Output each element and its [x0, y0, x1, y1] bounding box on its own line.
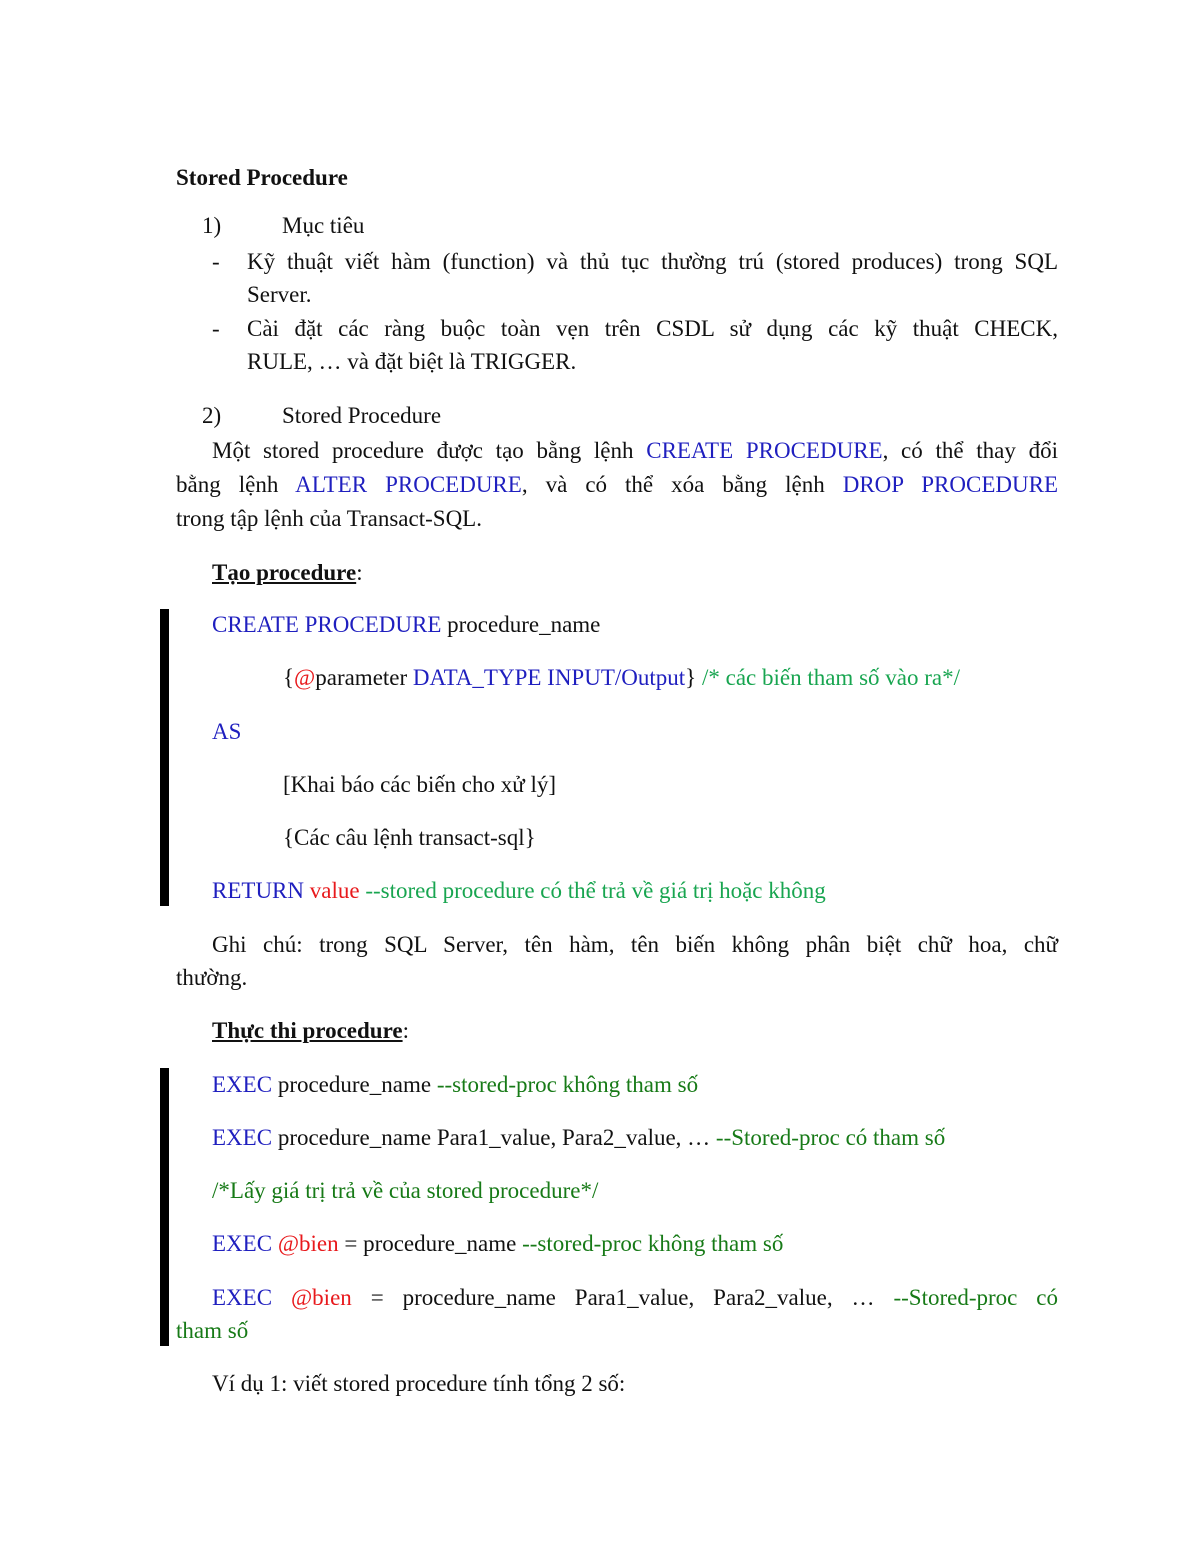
note-line-2: thường. — [176, 965, 248, 990]
code-comment: /* các biến tham số vào ra*/ — [696, 665, 960, 690]
section-2-heading: Stored Procedure — [282, 403, 442, 428]
code-text: } — [685, 665, 697, 690]
intro-text: , có thể thay đổi — [882, 438, 1058, 463]
section-1-heading: Mục tiêu — [282, 213, 365, 238]
exec-code-line-1 — [212, 1069, 698, 1101]
code-text: = procedure_name — [338, 1231, 523, 1256]
intro-paragraph-line-3: trong tập lệnh của Transact-SQL. — [176, 506, 482, 531]
section-2-number: 2) — [202, 403, 222, 428]
code-comment: --Stored-proc có tham số — [715, 1125, 946, 1150]
intro-text: , và có thể xóa bằng lệnh — [521, 472, 843, 497]
note-line-1: Ghi chú: trong SQL Server, tên hàm, tên biến không phân biệt chữ hoa, chữ — [212, 932, 1058, 957]
variable-bien: @bien — [272, 1285, 352, 1310]
exec-code-line-5 — [212, 1282, 1058, 1314]
intro-paragraph-line-2 — [176, 469, 1058, 501]
code-text: = procedure_name Para1_value, Para2_value, … — [351, 1285, 894, 1310]
colon: : — [402, 1018, 409, 1043]
code-text: procedure_name — [441, 612, 601, 637]
keyword-exec: EXEC — [212, 1285, 273, 1310]
bullet-dash: - — [212, 316, 220, 341]
return-value: value — [304, 878, 360, 903]
keyword-create-procedure: CREATE PROCEDURE — [212, 612, 442, 637]
exec-code-line-6: tham số — [176, 1318, 249, 1343]
keyword-alter-procedure: ALTER PROCEDURE — [295, 472, 522, 497]
keyword-exec: EXEC — [212, 1125, 273, 1150]
code-text: procedure_name — [272, 1072, 437, 1097]
exec-code-line-3: /*Lấy giá trị trả về của stored procedure*/ — [212, 1178, 599, 1203]
create-code-line-4: [Khai báo các biến cho xử lý] — [283, 772, 557, 797]
code-comment: --stored-proc không tham số — [436, 1072, 699, 1097]
exec-heading-text: Thực thi procedure — [212, 1018, 403, 1043]
keyword-create-procedure: CREATE PROCEDURE — [646, 438, 883, 463]
intro-text: Một stored procedure được tạo bằng lệnh — [212, 438, 647, 463]
keyword-drop-procedure: DROP PROCEDURE — [842, 472, 1058, 497]
code-comment: --Stored-proc có — [893, 1285, 1059, 1310]
keyword-exec: EXEC — [212, 1072, 273, 1097]
create-heading-text: Tạo procedure — [212, 560, 357, 585]
intro-paragraph-line-1 — [212, 435, 1058, 467]
create-code-line-5: {Các câu lệnh transact-sql} — [283, 825, 536, 850]
code-block-bar — [160, 1068, 169, 1346]
document-title: Stored Procedure — [176, 165, 348, 190]
keyword-exec: EXEC — [212, 1231, 273, 1256]
code-text: parameter — [315, 665, 413, 690]
exec-heading — [212, 1015, 409, 1047]
exec-code-line-4 — [212, 1228, 783, 1260]
bullet-1-line-2: Server. — [247, 282, 312, 307]
intro-text: bằng lệnh — [176, 472, 296, 497]
bullet-2-line-1: Cài đặt các ràng buộc toàn vẹn trên CSDL sử dụng các kỹ thuật CHECK, — [247, 316, 1058, 341]
bullet-2-line-2: RULE, … và đặt biệt là TRIGGER. — [247, 349, 577, 374]
bullet-1-line-1: Kỹ thuật viết hàm (function) và thủ tục thường trú (stored produces) trong SQL — [247, 249, 1058, 274]
example-heading: Ví dụ 1: viết stored procedure tính tổng 2 số: — [212, 1371, 626, 1396]
code-comment: --stored procedure có thể trả về giá trị hoặc không — [359, 878, 826, 903]
create-code-line-2 — [283, 662, 960, 694]
create-code-line-6 — [212, 875, 826, 907]
create-heading — [212, 557, 363, 589]
create-code-line-1 — [212, 609, 600, 641]
keyword-as: AS — [212, 719, 242, 744]
code-text: { — [283, 665, 295, 690]
section-1-number: 1) — [202, 213, 222, 238]
create-code-line-3 — [212, 716, 241, 748]
variable-bien: @bien — [272, 1231, 339, 1256]
code-text: procedure_name Para1_value, Para2_value, … — [272, 1125, 716, 1150]
colon: : — [356, 560, 363, 585]
code-block-bar — [160, 609, 169, 906]
code-comment: --stored-proc không tham số — [522, 1231, 784, 1256]
keyword-return: RETURN — [212, 878, 304, 903]
at-symbol: @ — [294, 665, 316, 690]
bullet-dash: - — [212, 249, 220, 274]
exec-code-line-2 — [212, 1122, 945, 1154]
keyword-data-type: DATA_TYPE INPUT/Output — [412, 665, 686, 690]
